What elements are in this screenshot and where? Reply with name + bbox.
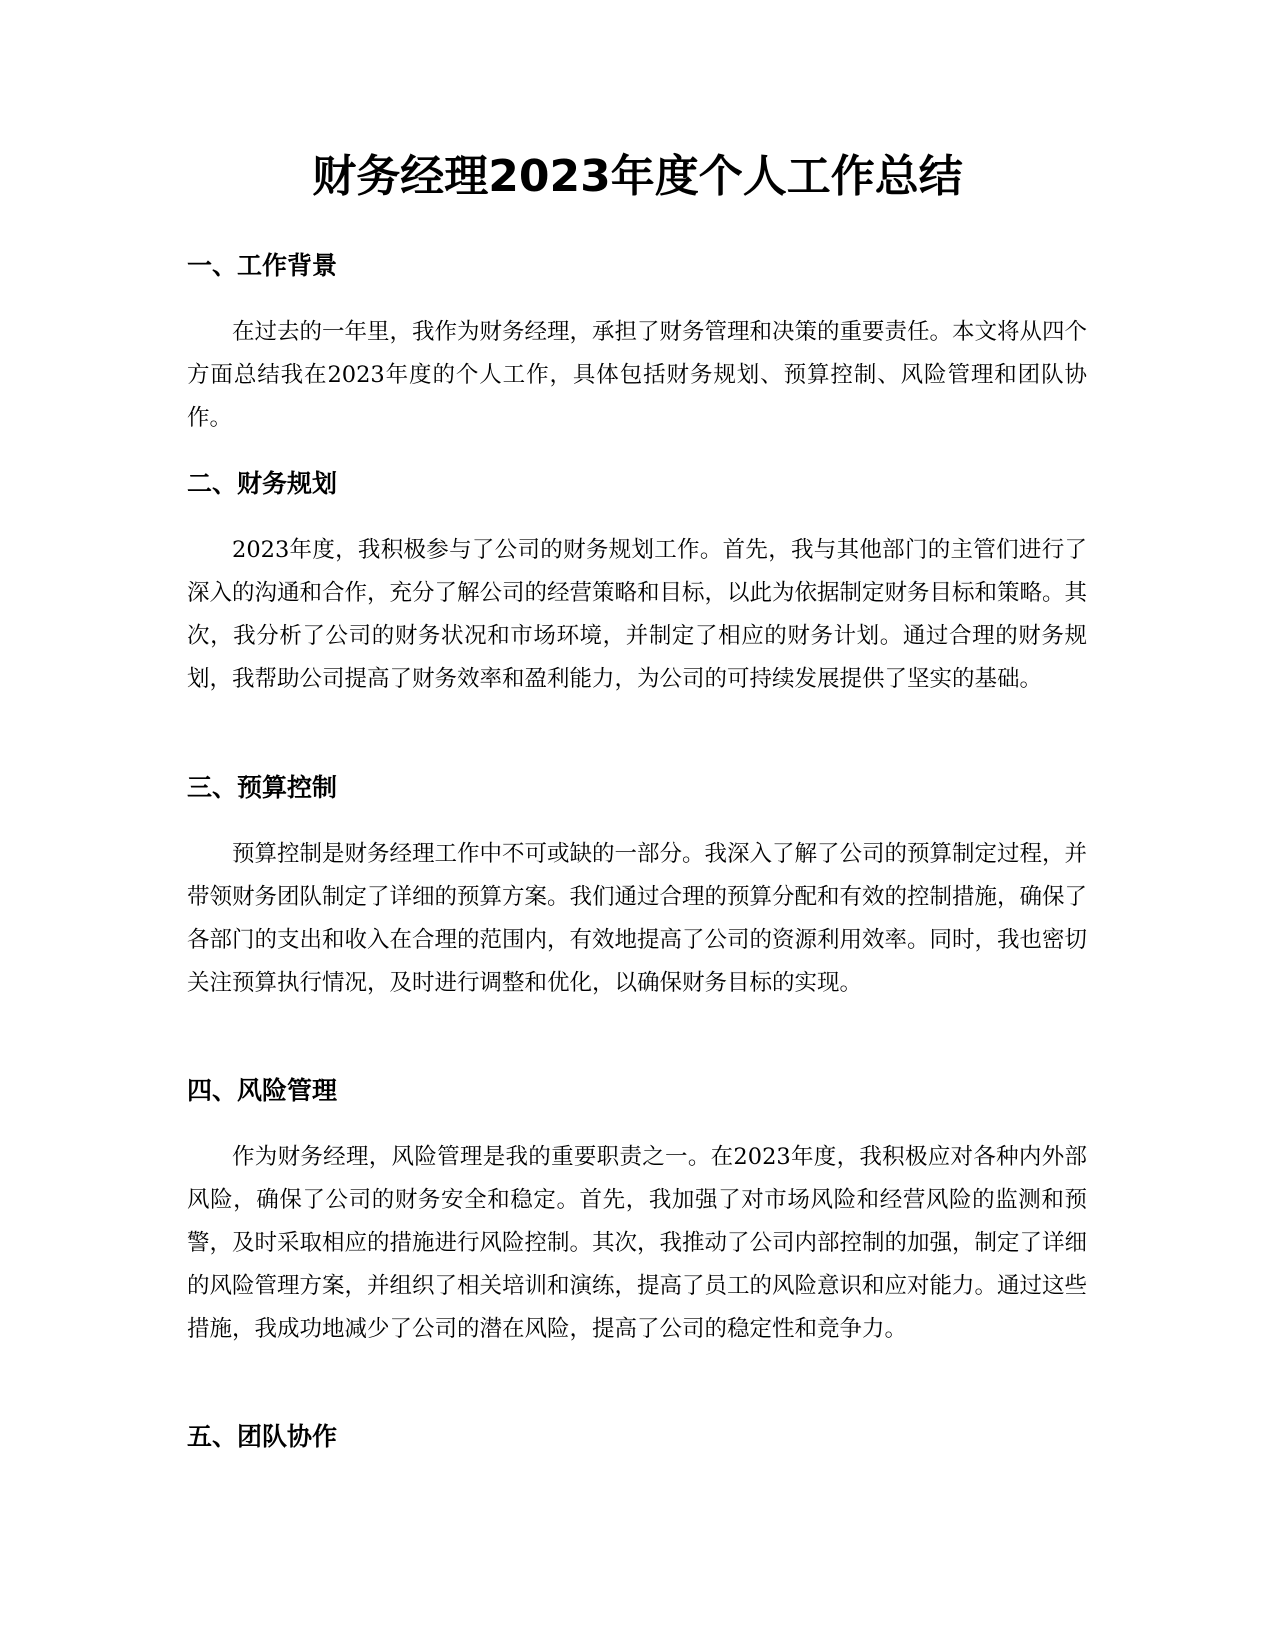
section-paragraph: 在过去的一年里，我作为财务经理，承担了财务管理和决策的重要责任。本文将从四个方面总结我在2023年度的个人工作，具体包括财务规划、预算控制、风险管理和团队协作。 xyxy=(187,319,1088,431)
section-team-collaboration xyxy=(187,1420,1087,1454)
section-paragraph: 预算控制是财务经理工作中不可或缺的一部分。我深入了解了公司的预算制定过程，并带领财务团队制定了详细的预算方案。我们通过合理的预算分配和有效的控制措施，确保了各部门的支出和收入在合理的范围内，有效地提高了公司的资源利用效率。同时，我也密切关注预算执行情况，及时进行调整和优化，以确保财务目标的实现。 xyxy=(187,841,1088,996)
section-paragraph: 2023年度，我积极参与了公司的财务规划工作。首先，我与其他部门的主管们进行了深入的沟通和合作，充分了解公司的经营策略和目标，以此为依据制定财务目标和策略。其次，我分析了公司的财务状况和市场环境，并制定了相应的财务计划。通过合理的财务规划，我帮助公司提高了财务效率和盈利能力，为公司的可持续发展提供了坚实的基础。 xyxy=(187,537,1088,692)
document-title: 财务经理2023年度个人工作总结 xyxy=(312,151,963,202)
section-paragraph: 作为财务经理，风险管理是我的重要职责之一。在2023年度，我积极应对各种内外部风险，确保了公司的财务安全和稳定。首先，我加强了对市场风险和经营风险的监测和预警，及时采取相应的措施进行风险控制。其次，我推动了公司内部控制的加强，制定了详细的风险管理方案，并组织了相关培训和演练，提高了员工的风险意识和应对能力。通过这些措施，我成功地减少了公司的潜在风险，提高了公司的稳定性和竞争力。 xyxy=(187,1144,1088,1342)
section-heading: 二、财务规划 xyxy=(187,469,338,498)
section-heading: 三、预算控制 xyxy=(187,773,338,802)
section-financial-planning xyxy=(187,467,1087,701)
section-risk-management xyxy=(187,1074,1087,1351)
section-budget-control xyxy=(187,771,1087,1005)
section-heading: 五、团队协作 xyxy=(187,1422,338,1451)
section-heading: 一、工作背景 xyxy=(187,251,338,280)
section-heading: 四、风险管理 xyxy=(187,1076,338,1105)
section-work-background xyxy=(187,249,1087,440)
